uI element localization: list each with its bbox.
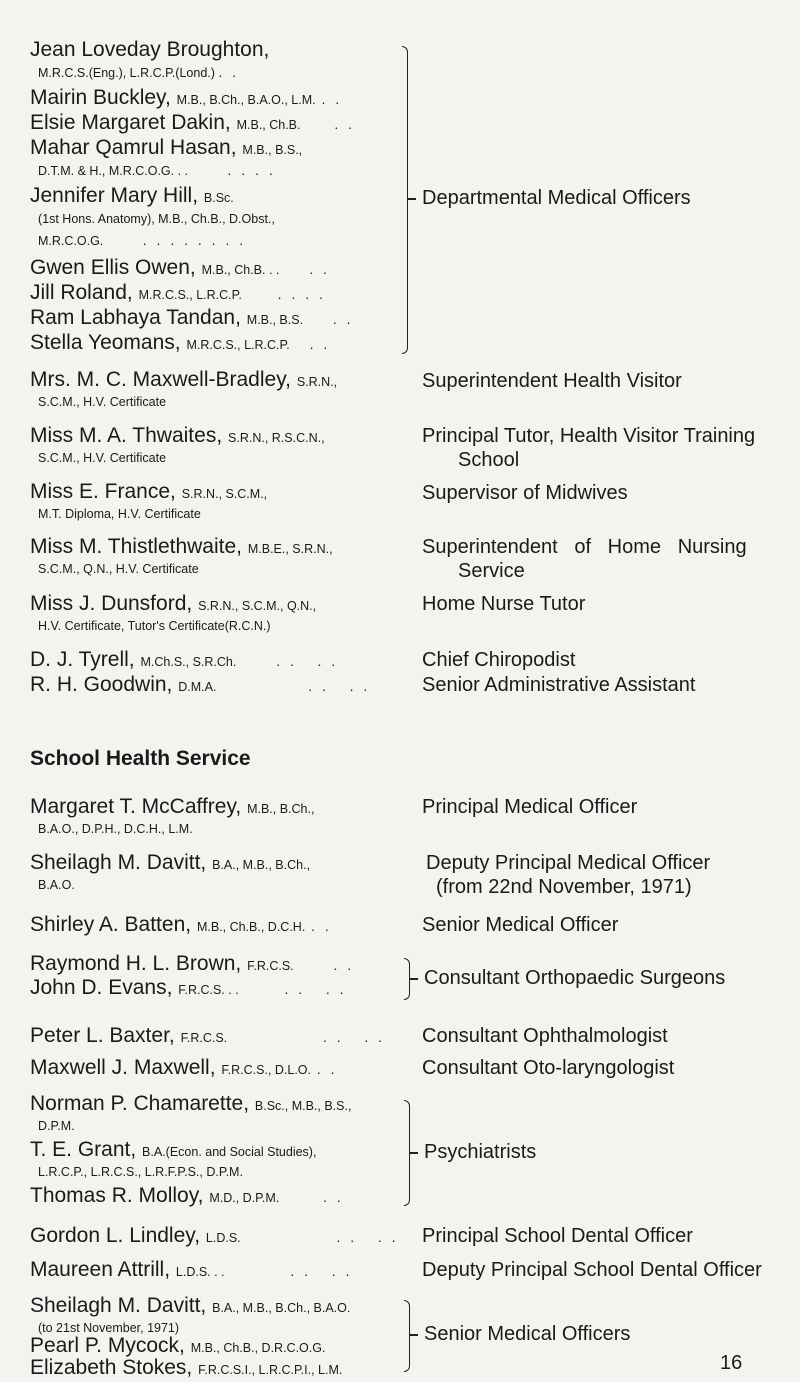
officer-name-line: Elsie Margaret Dakin, M.B., Ch.B. . .: [30, 111, 356, 134]
staff-name-line: Miss M. A. Thwaites, S.R.N., R.S.C.N.,: [30, 424, 325, 447]
school-role: Deputy Principal School Dental Officer: [422, 1259, 762, 1281]
officer-name-line: Mahar Qamrul Hasan, M.B., B.S.,: [30, 136, 303, 159]
school-qualifications: (to 21st November, 1971): [38, 1321, 180, 1335]
school-role: Deputy Principal Medical Officer: [426, 852, 711, 874]
school-qualifications: L.R.C.P., L.R.C.S., L.R.F.P.S., D.P.M.: [38, 1165, 243, 1179]
staff-name-line: Miss M. Thistlethwaite, M.B.E., S.R.N.,: [30, 535, 333, 558]
staff-role: Senior Administrative Assistant: [422, 674, 696, 696]
school-qualifications: B.A.O.: [38, 878, 75, 892]
staff-qualifications: M.T. Diploma, H.V. Certificate: [38, 507, 201, 521]
section-heading: School Health Service: [30, 747, 251, 770]
group-role: Departmental Medical Officers: [422, 187, 691, 209]
school-name-line: T. E. Grant, B.A.(Econ. and Social Studies),: [30, 1138, 317, 1161]
officer-name-line: Gwen Ellis Owen, M.B., Ch.B. . . . .: [30, 256, 330, 279]
officer-name-line: Jill Roland, M.R.C.S., L.R.C.P. . . . .: [30, 281, 326, 304]
staff-qualifications: H.V. Certificate, Tutor's Certificate(R.C.N.): [38, 619, 271, 633]
officer-name-line: Stella Yeomans, M.R.C.S., L.R.C.P. . .: [30, 331, 331, 354]
officer-qualifications: (1st Hons. Anatomy), M.B., Ch.B., D.Obst.,: [38, 212, 275, 226]
staff-name-line: R. H. Goodwin, D.M.A. . . . .: [30, 673, 371, 696]
school-qualifications: D.P.M.: [38, 1119, 75, 1133]
officer-qualifications: M.R.C.S.(Eng.), L.R.C.P.(Lond.) . .: [38, 64, 240, 80]
school-role: Consultant Oto-laryngologist: [422, 1057, 675, 1079]
school-name-line: Pearl P. Mycock, M.B., Ch.B., D.R.C.O.G.: [30, 1334, 326, 1357]
officer-qualifications: D.T.M. & H., M.R.C.O.G. . . . . . .: [38, 162, 276, 178]
school-name-line: Thomas R. Molloy, M.D., D.P.M. . .: [30, 1184, 344, 1207]
school-name-line: Peter L. Baxter, F.R.C.S. . . . .: [30, 1024, 385, 1047]
staff-name-line: Miss J. Dunsford, S.R.N., S.C.M., Q.N.,: [30, 592, 317, 615]
brace-point: [410, 978, 418, 980]
school-name-line: Gordon L. Lindley, L.D.S. . . . .: [30, 1224, 399, 1247]
school-name-line: Elizabeth Stokes, F.R.C.S.I., L.R.C.P.I., L.M.: [30, 1356, 343, 1379]
group-role: Senior Medical Officers: [424, 1323, 631, 1345]
group-brace: [402, 46, 408, 354]
school-name-line: Shirley A. Batten, M.B., Ch.B., D.C.H. . .: [30, 913, 332, 936]
school-name-line: Margaret T. McCaffrey, M.B., B.Ch.,: [30, 795, 315, 818]
brace-point: [410, 1334, 418, 1336]
school-name-line: Maureen Attrill, L.D.S. . . . . . .: [30, 1258, 353, 1281]
staff-role: Supervisor of Midwives: [422, 482, 628, 504]
staff-role-cont: Service: [458, 560, 525, 582]
group-role: Consultant Orthopaedic Surgeons: [424, 967, 726, 989]
staff-name-line: D. J. Tyrell, M.Ch.S., S.R.Ch. . . . .: [30, 648, 339, 671]
staff-name-line: Mrs. M. C. Maxwell-Bradley, S.R.N.,: [30, 368, 338, 391]
brace-point: [410, 1152, 418, 1154]
school-qualifications: B.A.O., D.P.H., D.C.H., L.M.: [38, 822, 193, 836]
school-name-line: Raymond H. L. Brown, F.R.C.S. . .: [30, 952, 355, 975]
school-role: Principal Medical Officer: [422, 796, 638, 818]
staff-role: Home Nurse Tutor: [422, 593, 586, 615]
staff-qualifications: S.C.M., Q.N., H.V. Certificate: [38, 562, 199, 576]
school-name-line: Sheilagh M. Davitt, B.A., M.B., B.Ch.,: [30, 851, 311, 874]
officer-name-line: Ram Labhaya Tandan, M.B., B.S. . .: [30, 306, 354, 329]
school-role-cont: (from 22nd November, 1971): [436, 876, 692, 898]
staff-role: Principal Tutor, Health Visitor Training: [422, 425, 756, 447]
school-role: Consultant Ophthalmologist: [422, 1025, 668, 1047]
officer-name-line: Jennifer Mary Hill, B.Sc.: [30, 184, 234, 207]
page-number: 16: [720, 1352, 743, 1374]
staff-name-line: Miss E. France, S.R.N., S.C.M.,: [30, 480, 268, 503]
school-role: Principal School Dental Officer: [422, 1225, 693, 1247]
school-name-line: John D. Evans, F.R.C.S. . . . . . .: [30, 976, 347, 999]
officer-name-line: Mairin Buckley, M.B., B.Ch., B.A.O., L.M. . .: [30, 86, 343, 109]
staff-role: Chief Chiropodist: [422, 649, 576, 671]
school-name-line: Norman P. Chamarette, B.Sc., M.B., B.S.,: [30, 1092, 352, 1115]
officer-name: Jean Loveday Broughton,: [30, 38, 270, 61]
staff-qualifications: S.C.M., H.V. Certificate: [38, 395, 167, 409]
staff-role: Superintendent of Home Nursing: [422, 536, 747, 558]
staff-qualifications: S.C.M., H.V. Certificate: [38, 451, 167, 465]
brace-point: [408, 198, 416, 200]
group-brace: [404, 1300, 410, 1372]
staff-role: Superintendent Health Visitor: [422, 370, 682, 392]
school-name-line: Maxwell J. Maxwell, F.R.C.S., D.L.O. . .: [30, 1056, 338, 1079]
staff-role-cont: School: [458, 449, 520, 471]
officer-qualifications: M.R.C.O.G. . . . . . . . .: [38, 232, 247, 248]
group-role: Psychiatrists: [424, 1141, 537, 1163]
school-role: Senior Medical Officer: [422, 914, 619, 936]
school-name-line: Sheilagh M. Davitt, B.A., M.B., B.Ch., B.A.O.: [30, 1294, 351, 1317]
